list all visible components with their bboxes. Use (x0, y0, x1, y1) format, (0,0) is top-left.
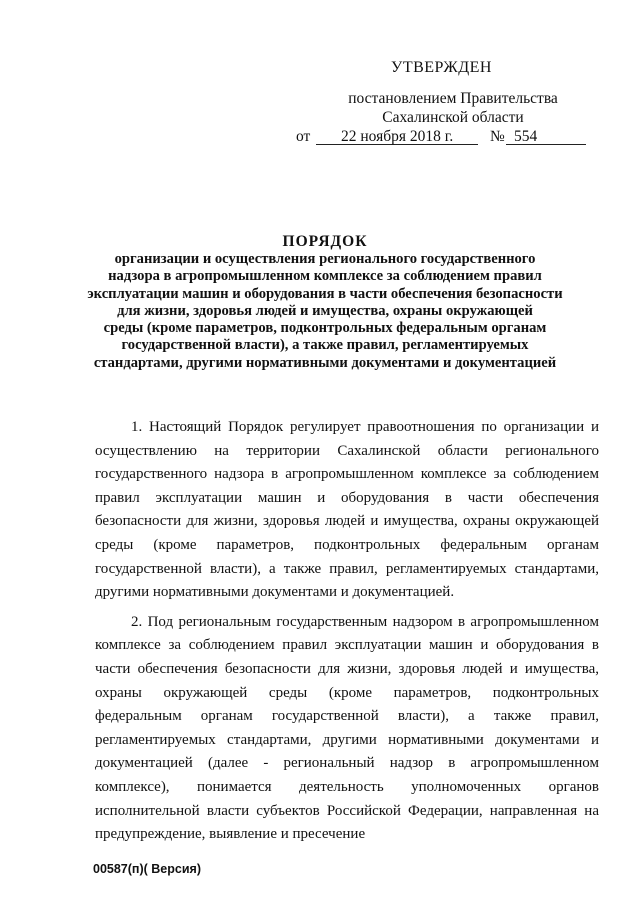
number-label: № (490, 128, 505, 145)
subtitle-line: среды (кроме параметров, подконтрольных федеральным органам (103, 320, 547, 337)
approval-date: 22 ноября 2018 г. (341, 128, 454, 145)
subtitle-line: надзора в агропромышленном комплексе за соблюдением правил (108, 268, 542, 285)
document-subtitle (40, 251, 610, 372)
subtitle-line: эксплуатации машин и оборудования в части обеспечения безопасности (87, 285, 563, 302)
approved-by-line-1: постановлением Правительства (348, 90, 558, 107)
approval-number: 554 (514, 128, 538, 145)
footer-document-code: 00587(п)( Версия) (93, 862, 201, 876)
approval-stamp (296, 58, 596, 147)
document-title: ПОРЯДОК (282, 233, 368, 250)
subtitle-line: государственной власти), а также правил, регламентируемых (121, 337, 529, 354)
paragraph-2: 2. Под региональным государственным надзором в агропромышленном комплексе за соблюдением правил эксплуатации машин и оборудования в части обеспечения безопасности для жизни, здоровья людей и имущества, охраны окружающей среды (кроме параметров, подконтрольных федеральным органам государственной власти), а также правил, регламентируемых стандартами, другими нормативными документами и документацией (далее - региональный надзор в агропромышленном комплексе), понимается деятельность уполномоченных органов исполнительной власти субъектов Российской Федерации, направленная на предупреждение, выявление и пресечение (95, 613, 599, 843)
subtitle-line: организации и осуществления регионального государственного (114, 251, 536, 267)
paragraph-1: 1. Настоящий Порядок регулирует правоотношения по организации и осуществлению на территории Сахалинской области регионального государственного надзора в агропромышленном комплексе за соблюдением правил эксплуатации машин и оборудования в части обеспечения безопасности для жизни, здоровья людей и имущества, охраны окружающей среды (кроме параметров, подконтрольных федеральным органам государственной власти), а также правил, регламентируемых стандартами, другими нормативными документами и документацией. (95, 419, 599, 601)
approval-date-line (296, 127, 596, 147)
approved-heading: УТВЕРЖДЕН (391, 59, 492, 76)
subtitle-line: стандартами, другими нормативными документами и документацией (93, 354, 557, 371)
from-label: от (296, 128, 311, 145)
approved-by-line-2: Сахалинской области (382, 109, 524, 126)
subtitle-line: для жизни, здоровья людей и имущества, охраны окружающей (117, 302, 533, 319)
document-body (95, 416, 599, 847)
